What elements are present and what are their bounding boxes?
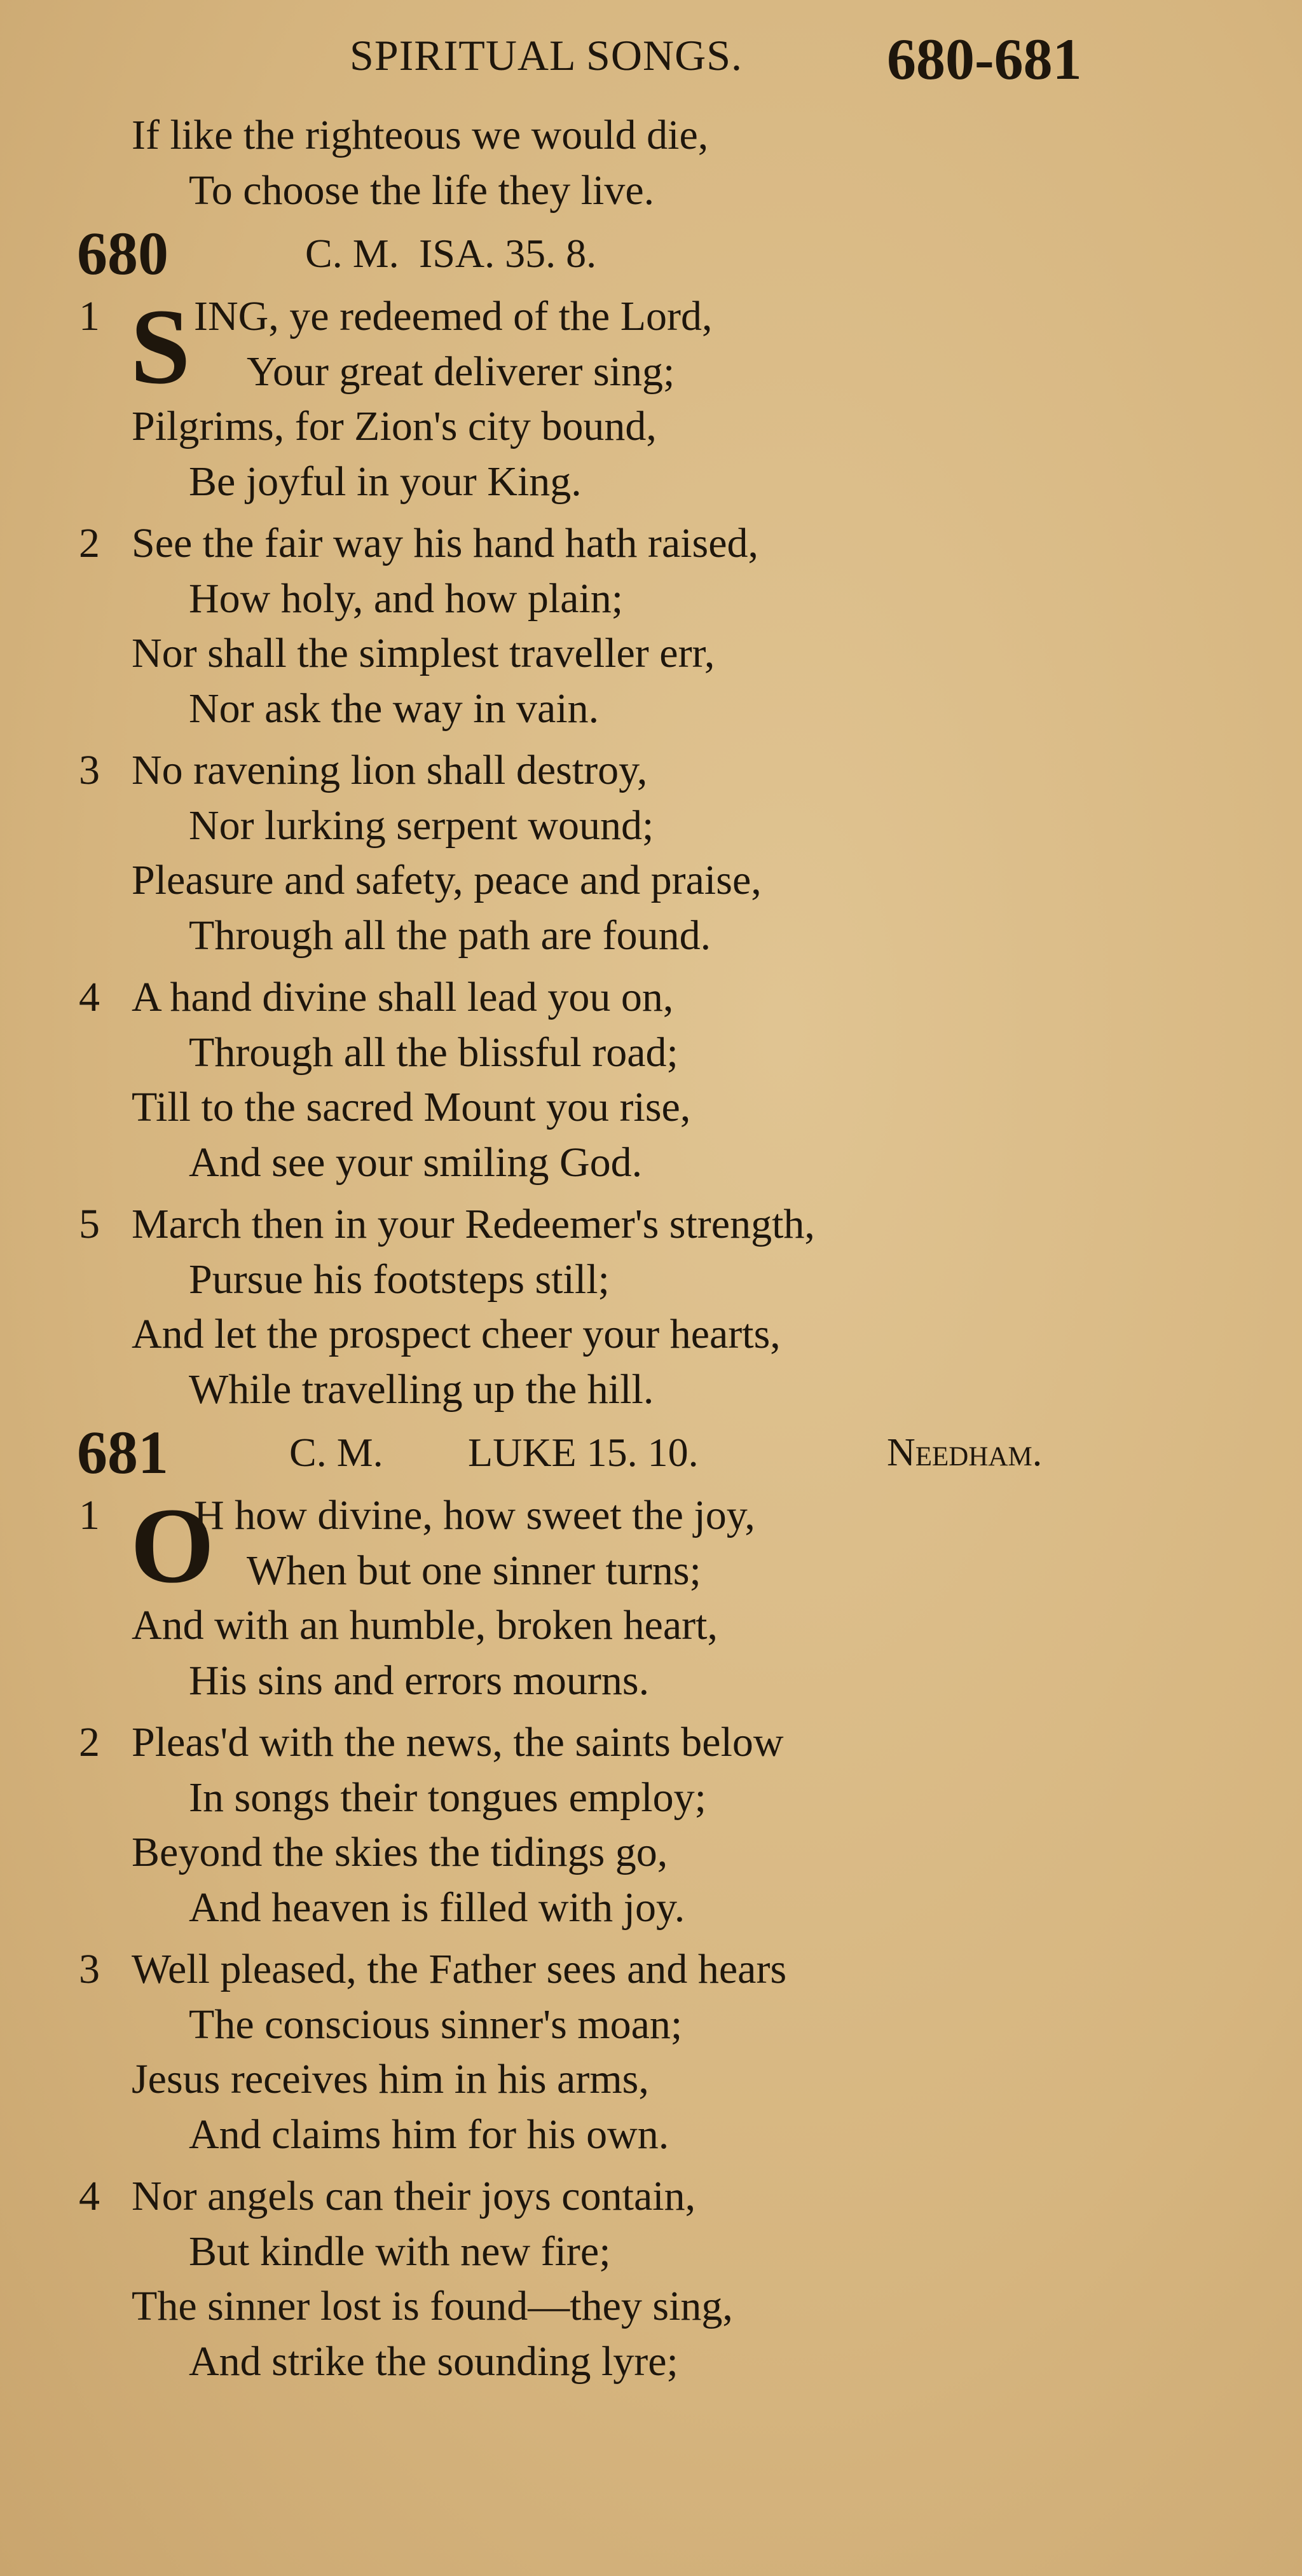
verse-line (0, 2052, 1302, 2107)
verse-text: And strike the sounding lyre; (189, 2338, 678, 2385)
verse-number: 4 (79, 2173, 100, 2219)
hymn-heading (0, 218, 1302, 289)
verse-line (0, 682, 1302, 737)
verse-line (0, 455, 1302, 510)
verse-text: Pilgrims, for Zion's city bound, (132, 403, 657, 449)
verse-line (0, 1080, 1302, 1135)
verse-line (0, 345, 1302, 400)
page-numbers: 680-681 (887, 27, 1082, 92)
verse-number: 3 (79, 1946, 100, 1992)
verse-line (0, 289, 1302, 345)
verse-line (0, 1544, 1302, 1599)
verse-text: Pursue his footsteps still; (189, 1256, 610, 1303)
page-body (0, 108, 1302, 2389)
hymn-number: 680 (77, 219, 168, 287)
verse-line (0, 1881, 1302, 1936)
verse-text: Be joyful in your King. (189, 458, 582, 505)
verse-number: 1 (79, 293, 100, 339)
verse-text: No ravening lion shall destroy, (132, 747, 648, 793)
verse-text: His sins and errors mourns. (189, 1657, 650, 1704)
hymn-number: 681 (77, 1418, 168, 1486)
verse (0, 516, 1302, 736)
drop-cap: S (130, 287, 191, 406)
verse (0, 1715, 1302, 1935)
verse (0, 2169, 1302, 2389)
verse-text: And with an humble, broken heart, (132, 1602, 718, 1648)
verse-line (0, 2224, 1302, 2280)
verse-line (0, 2169, 1302, 2224)
verse-number: 1 (79, 1492, 100, 1538)
verse (0, 1488, 1302, 1708)
verse-line (0, 1197, 1302, 1252)
verse-text: When but one sinner turns; (247, 1547, 701, 1594)
verse-number: 2 (79, 1719, 100, 1765)
verse-text: ING, ye redeemed of the Lord, (194, 293, 713, 339)
drop-cap: O (130, 1486, 215, 1605)
verse-number: 3 (79, 747, 100, 793)
verse-line (0, 2279, 1302, 2334)
scripture-reference: ISA. 35. 8. (419, 231, 597, 276)
verse-text: And see your smiling God. (189, 1139, 643, 1186)
verse-text: Nor shall the simplest traveller err, (132, 630, 715, 676)
verse-line (0, 908, 1302, 964)
verse (0, 970, 1302, 1190)
verse-line (0, 1598, 1302, 1654)
verse-number: 5 (79, 1201, 100, 1247)
verse-text: While travelling up the hill. (189, 1366, 654, 1413)
verse-text: See the fair way his hand hath raised, (132, 520, 759, 566)
verse-text: Through all the blissful road; (189, 1029, 678, 1076)
verse-text: A hand divine shall lead you on, (132, 974, 674, 1020)
verse-line (0, 1942, 1302, 1997)
verse-text: And claims him for his own. (189, 2111, 669, 2158)
verse-text: And heaven is filled with joy. (189, 1884, 685, 1931)
carryover-line: To choose the life they live. (189, 167, 655, 214)
verse-text: Till to the sacred Mount you rise, (132, 1084, 691, 1130)
verse-line (0, 1715, 1302, 1771)
verse-line (0, 970, 1302, 1025)
verse-line (0, 572, 1302, 627)
verse (0, 1942, 1302, 2162)
verse-line (0, 743, 1302, 798)
verse-line (0, 1362, 1302, 1418)
verse-line (0, 1825, 1302, 1881)
verse-text: But kindle with new fire; (189, 2228, 611, 2275)
verse-line (0, 1252, 1302, 1308)
hymn-heading (0, 1417, 1302, 1488)
verse (0, 289, 1302, 509)
verse-line (0, 2107, 1302, 2163)
verse-line (0, 2334, 1302, 2390)
verse-text: The conscious sinner's moan; (189, 2001, 683, 2048)
verse-text: Beyond the skies the tidings go, (132, 1829, 668, 1875)
verse-text: Pleasure and safety, peace and praise, (132, 857, 762, 903)
scripture-reference: LUKE 15. 10. (468, 1430, 699, 1475)
verse (0, 743, 1302, 963)
verse (0, 1197, 1302, 1417)
verse-text: Nor angels can their joys contain, (132, 2173, 696, 2219)
verse-text: In songs their tongues employ; (189, 1774, 706, 1821)
verse-line (0, 626, 1302, 682)
verse-text: Jesus receives him in his arms, (132, 2056, 649, 2102)
verse-text: H how divine, how sweet the joy, (194, 1492, 755, 1538)
verse-text: How holy, and how plain; (189, 575, 624, 622)
verse-line (0, 853, 1302, 908)
meter: C. M. (289, 1430, 383, 1475)
verse-text: Through all the path are found. (189, 912, 711, 959)
verse-line (0, 798, 1302, 854)
verse-line (0, 1307, 1302, 1362)
verse-line (0, 1135, 1302, 1191)
verse-text: Well pleased, the Father sees and hears (132, 1946, 787, 1992)
verse-line (0, 1771, 1302, 1826)
carryover-line: If like the righteous we would die, (132, 112, 709, 158)
verse-text: Your great deliverer sing; (247, 348, 675, 395)
verse-text: Nor lurking serpent wound; (189, 802, 654, 849)
running-title: SPIRITUAL SONGS. (350, 31, 743, 79)
verse-text: The sinner lost is found—they sing, (132, 2283, 733, 2329)
meter: C. M. (305, 231, 399, 276)
tune-name: Needham. (887, 1431, 1043, 1474)
verse-line (0, 516, 1302, 572)
verse-line (0, 1654, 1302, 1709)
verse-text: Pleas'd with the news, the saints below (132, 1719, 784, 1765)
verse-text: And let the prospect cheer your hearts, (132, 1311, 781, 1357)
verse-line (0, 1488, 1302, 1544)
verse-number: 4 (79, 974, 100, 1020)
verse-text: Nor ask the way in vain. (189, 685, 600, 732)
verse-line (0, 399, 1302, 455)
verse-number: 2 (79, 520, 100, 566)
verse-text: March then in your Redeemer's strength, (132, 1201, 815, 1247)
verse-line (0, 1025, 1302, 1081)
verse-line (0, 1997, 1302, 2053)
